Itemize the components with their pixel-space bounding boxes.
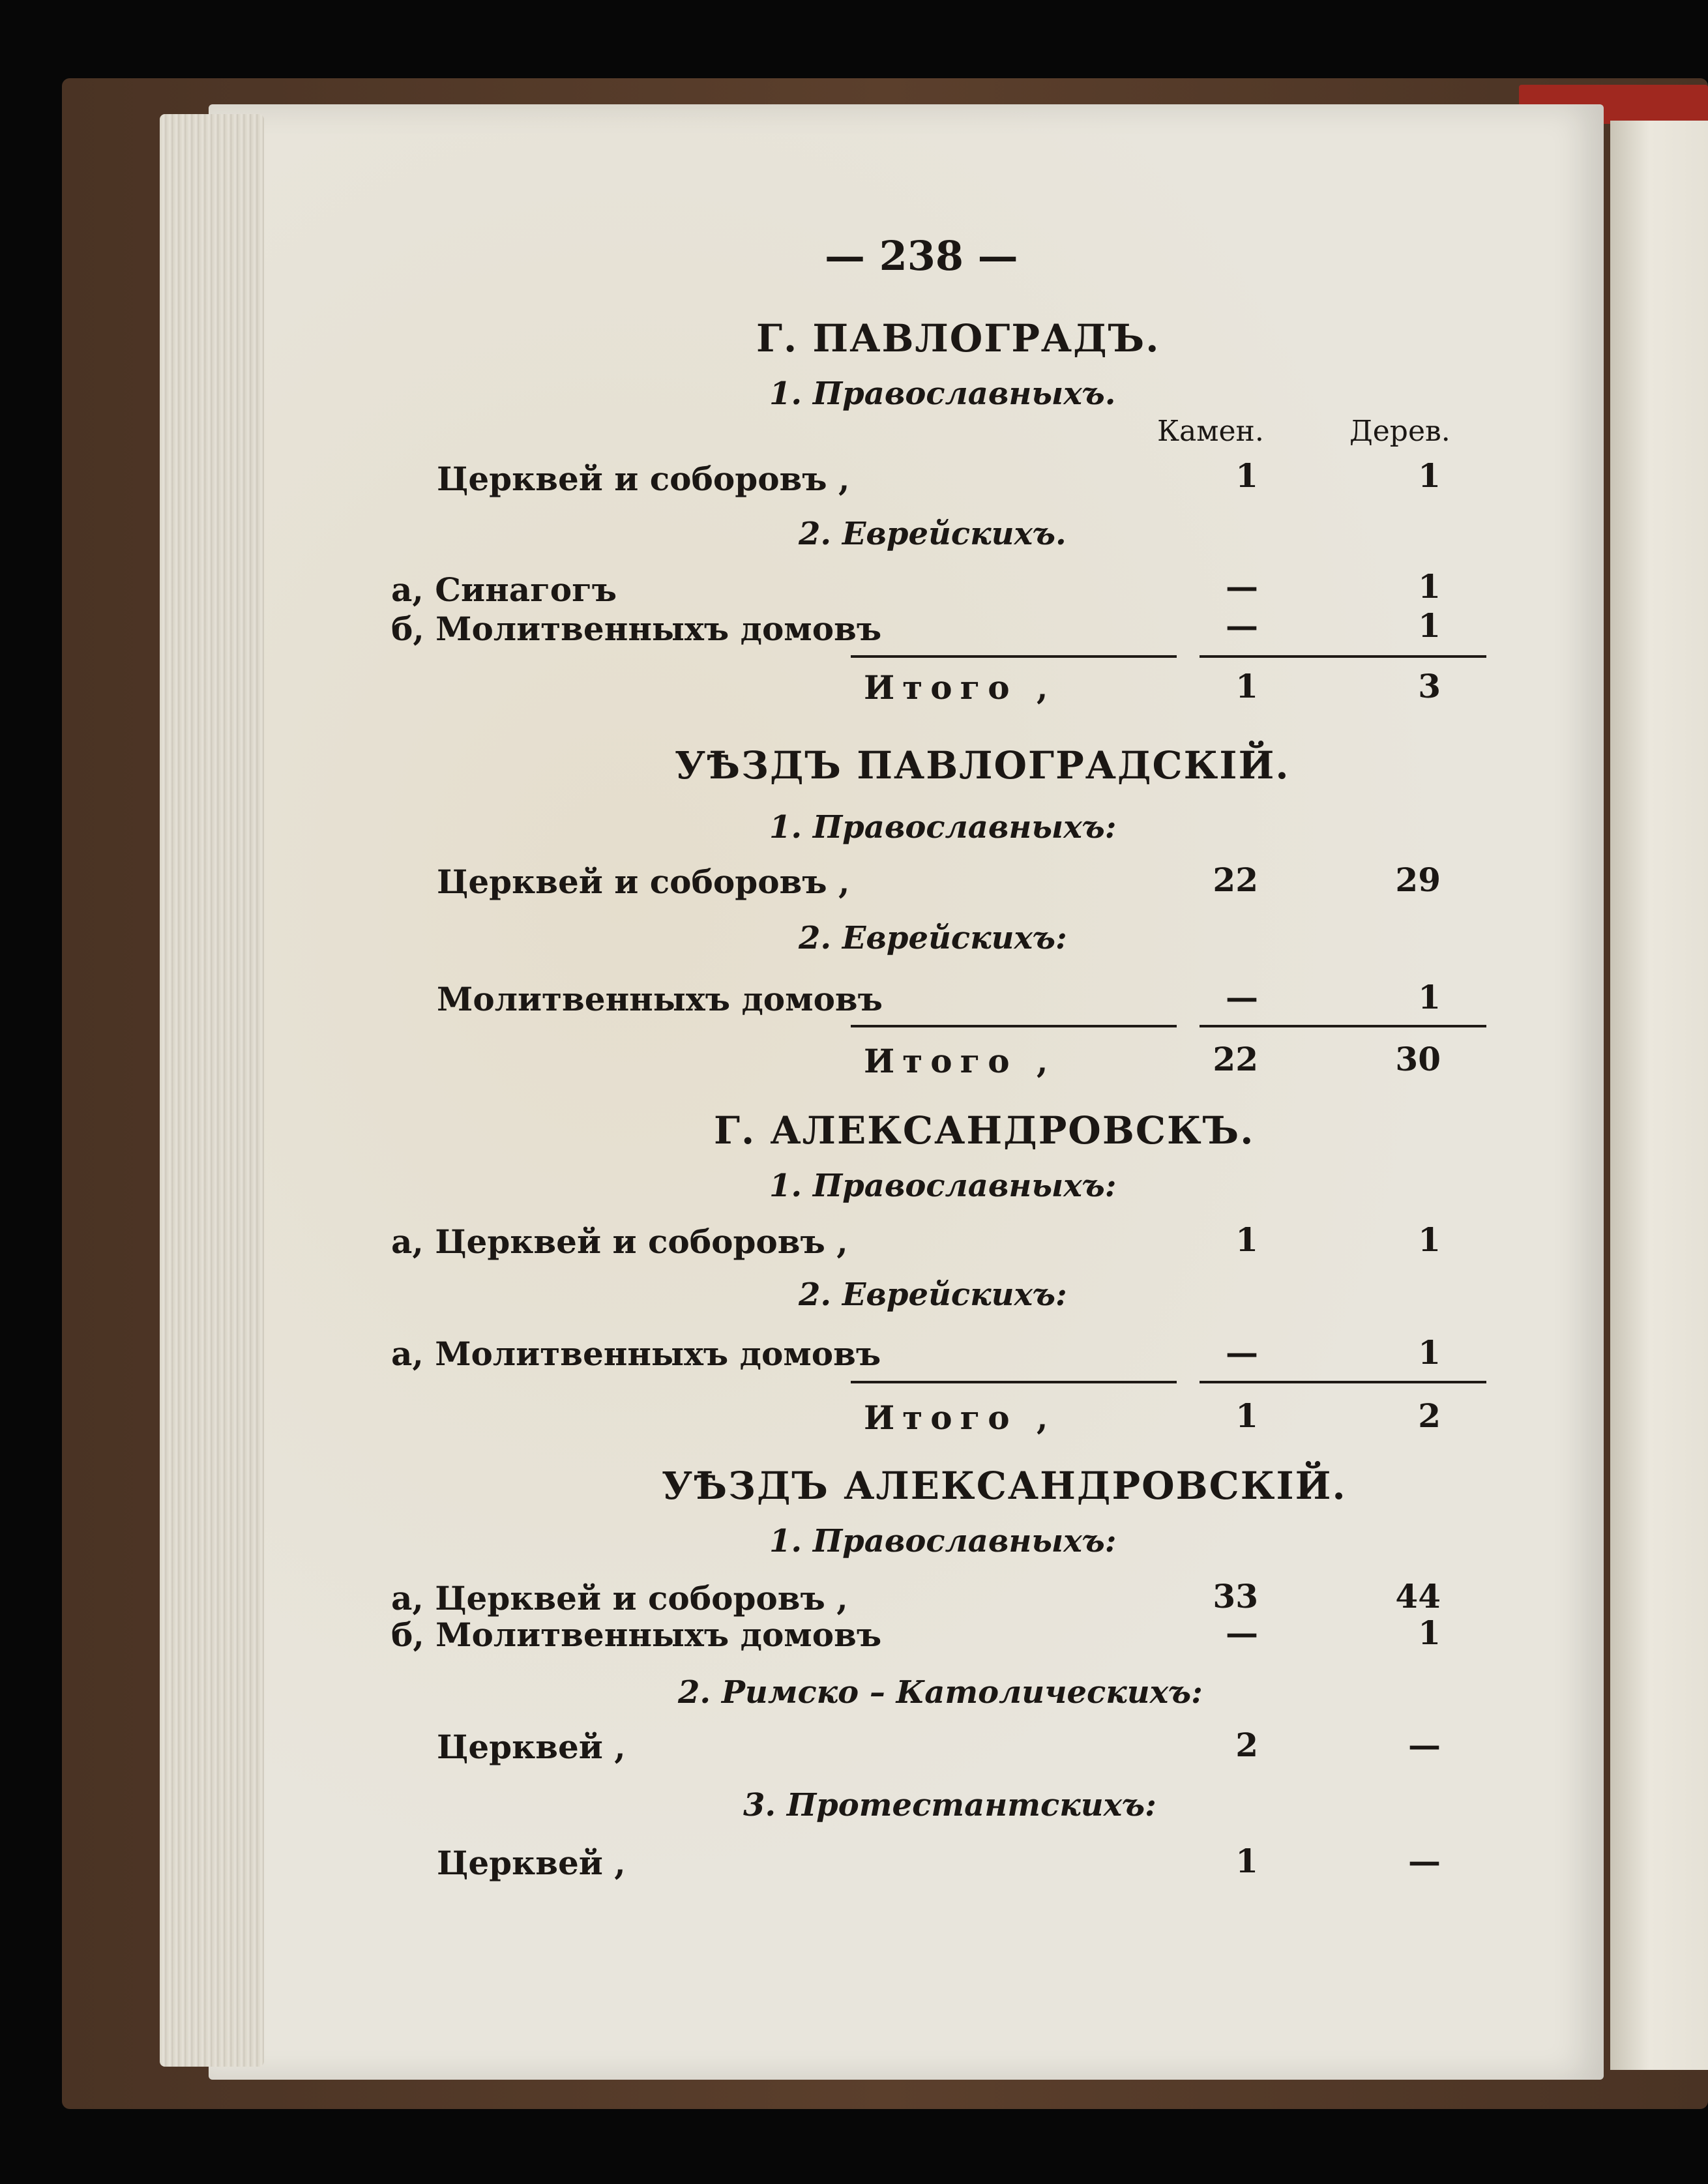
row-label: Церквей ,	[437, 1728, 626, 1766]
row-label: а, Церквей и соборовъ ,	[391, 1222, 848, 1261]
group-title: 2. Еврейскихъ:	[799, 920, 1067, 956]
group-title: 1. Православныхъ:	[769, 1523, 1117, 1559]
value-wood: 1	[1418, 978, 1441, 1016]
value-stone: 1	[1235, 1220, 1258, 1259]
total-label: Итого ,	[864, 668, 1056, 707]
section-heading: Г. ПАВЛОГРАДЪ.	[756, 316, 1160, 361]
value-stone: —	[1226, 978, 1258, 1016]
group-title: 2. Еврейскихъ.	[799, 516, 1067, 552]
row-label: Молитвенныхъ домовъ	[437, 980, 883, 1018]
row-label: а, Церквей и соборовъ ,	[391, 1579, 848, 1617]
total-stone: 1	[1235, 1396, 1258, 1435]
section-heading: УѢЗДЪ АЛЕКСАНДРОВСКІЙ.	[662, 1464, 1347, 1508]
value-stone: 1	[1235, 456, 1258, 495]
value-wood: 44	[1395, 1577, 1441, 1616]
row-label: а, Молитвенныхъ домовъ	[391, 1335, 881, 1373]
value-wood: 1	[1418, 456, 1441, 495]
section-heading: УѢЗДЪ ПАВЛОГРАДСКІЙ.	[675, 743, 1290, 788]
row-label: Церквей и соборовъ ,	[437, 863, 850, 901]
group-title: 3. Протестантскихъ:	[743, 1787, 1156, 1823]
value-wood: 1	[1418, 1614, 1441, 1652]
value-wood: 29	[1395, 861, 1441, 899]
value-stone: 22	[1213, 861, 1258, 899]
row-label: а, Синагогъ	[391, 570, 617, 609]
group-title: 1. Православныхъ:	[769, 809, 1117, 846]
total-label: Итого ,	[864, 1398, 1056, 1437]
sum-rule	[851, 1381, 1177, 1383]
value-stone: 2	[1235, 1726, 1258, 1764]
value-stone: —	[1226, 606, 1258, 645]
group-title: 1. Православныхъ:	[769, 1168, 1117, 1204]
sum-rule	[1200, 1381, 1486, 1383]
row-label: б, Молитвенныхъ домовъ	[391, 610, 882, 648]
total-wood: 3	[1418, 667, 1441, 705]
row-label: Церквей ,	[437, 1844, 626, 1882]
total-wood: 2	[1418, 1396, 1441, 1435]
total-wood: 30	[1395, 1040, 1441, 1078]
value-stone: 1	[1235, 1842, 1258, 1880]
total-stone: 22	[1213, 1040, 1258, 1078]
total-label: Итого ,	[864, 1042, 1056, 1080]
column-header-stone: Камен.	[1157, 415, 1264, 448]
value-wood: —	[1408, 1842, 1441, 1880]
sum-rule	[851, 1025, 1177, 1027]
group-title: 2. Римско – Католическихъ:	[678, 1674, 1203, 1711]
sum-rule	[851, 655, 1177, 658]
value-stone: —	[1226, 1333, 1258, 1372]
column-header-wood: Дерев.	[1349, 415, 1450, 448]
sum-rule	[1200, 655, 1486, 658]
value-wood: 1	[1418, 606, 1441, 645]
value-wood: 1	[1418, 1333, 1441, 1372]
group-title: 1. Православныхъ.	[769, 376, 1116, 412]
value-stone: —	[1226, 1614, 1258, 1652]
total-stone: 1	[1235, 667, 1258, 705]
row-label: Церквей и соборовъ ,	[437, 460, 850, 498]
section-heading: Г. АЛЕКСАНДРОВСКЪ.	[714, 1108, 1255, 1153]
value-wood: 1	[1418, 1220, 1441, 1259]
row-label: б, Молитвенныхъ домовъ	[391, 1616, 882, 1654]
value-wood: 1	[1418, 567, 1441, 606]
group-title: 2. Еврейскихъ:	[799, 1276, 1067, 1313]
page-edges	[160, 114, 264, 2067]
value-stone: —	[1226, 567, 1258, 606]
value-stone: 33	[1213, 1577, 1258, 1616]
facing-page-edge	[1610, 121, 1708, 2070]
value-wood: —	[1408, 1726, 1441, 1764]
sum-rule	[1200, 1025, 1486, 1027]
page-number: — 238 —	[825, 232, 1018, 280]
